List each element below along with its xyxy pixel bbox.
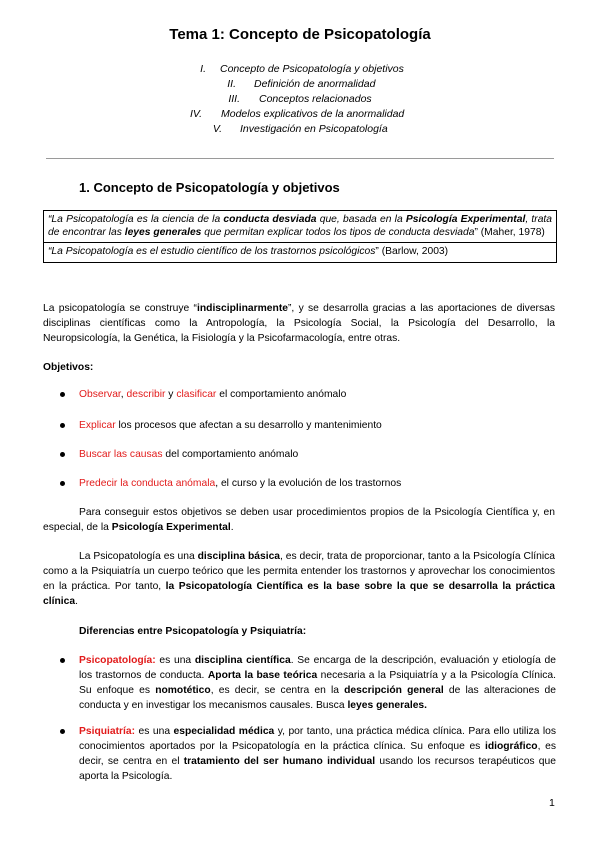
toc-item [0, 108, 600, 122]
toc-number: IV. [189, 108, 202, 120]
document-page: Tema 1: Concepto de Psicopatología I. Concepto de Psicopatología y objetivos II. Definición de anormalidad III. Conceptos relacionados IV. Modelos explicativos de la anormalidad V. Investigación en Psicopatología 1. Concepto de Psicopatología y objetivos “La Psicopatología es la ciencia de la conducta desviada que, basada en la Psicología Experimental, trata de encontrar las leyes generales que permitan explicar todos los tipos de conducta desviada” (Maher, 1978) “La Psicopatología es el estudio científico de los trastornos psicológicos” (Barlow, 2003) La psicopatología se construye “indisciplinarmente”, y se desarrolla gracias a las aportaciones de diversas disciplinas científicas como la Antropología, la Psicología Social, la Psicología del Desarrollo, la Neuropsicología, la Genética, la Fisiología y la Psicofarmacología, entre otras. Objetivos: Observar, describir y clasificar el comportamiento anómalo Explicar los procesos que afectan a su desarrollo y mantenimiento Buscar las causas del comportamiento anómalo Predecir la conducta anómala, el curso y la evolución de los trastornos Para conseguir estos objetivos se deben usar procedimientos propios de la Psicología Científica y, en especial, de la Psicología Experimental. La Psicopatología es una disciplina básica, es decir, trata de proporcionar, tanto a la Psicología Clínica como a la Psiquiatría un cuerpo teórico que les permita entender los trastornos y aprovechar los conocimientos en la práctica. Por tanto, la Psicopatología Científica es la base sobre la que se desarrolla la práctica clínica. Diferencias entre Psicopatología y Psiquiatría: Psicopatología: es una disciplina científica. Se encarga de la descripción, evaluación y etiología de los trastornos de conducta. Aporta la base teórica necesaria a la Psiquiatría y a la Psicología Clínica. Su enfoque es nomotético, es decir, se centra en la descripción general de las alteraciones de conducta y en investigar los mecanismos causales. Busca leyes generales. Psiquiatría: es una especialidad médica y, por tanto, una práctica médica clínica. Para ello utiliza los conocimientos aportados por la Psicopatología en la práctica clínica. Su enfoque es idiográfico, es decir, se centra en el tratamiento del ser humano individual usando los recursos terapéuticos que aporta la Psicología. 1 [0, 0, 600, 848]
differences-label: Diferencias entre Psicopatología y Psiquiatría: [79, 626, 307, 637]
toc-number: III. [228, 93, 240, 105]
section-heading: 1. Concepto de Psicopatología y objetivos [79, 180, 340, 195]
horizontal-divider [46, 158, 554, 159]
toc-number: II. [227, 78, 236, 90]
methods-paragraph: Para conseguir estos objetivos se deben usar procedimientos propios de la Psicología Científica y, en especial, de la Psicología Experimental. [43, 507, 555, 533]
toc-item [0, 123, 600, 137]
toc-number: V. [212, 123, 222, 135]
intro-paragraph: La psicopatología se construye “indisciplinarmente”, y se desarrolla gracias a las aportaciones de diversas disciplinas científicas como la Antropología, la Psicología Social, la Psicología del Desarrollo, la Neuropsicología, la Genética, la Fisiología y la Psicofarmacología, entre otras. [43, 303, 556, 344]
bullet-icon [60, 452, 65, 457]
toc-text: Conceptos relacionados [259, 93, 372, 105]
bullet-icon [60, 423, 65, 428]
objectives-label: Objetivos: [43, 362, 94, 373]
difference-item-psychopathology: Psicopatología: es una disciplina científica. Se encarga de la descripción, evaluación y etiología de los trastornos de conducta. Aporta la base teórica necesaria a la Psiquiatría y a la Psicología Clínica. Su enfoque es nomotético, es decir, se centra en la descripción general de las alteraciones de conducta y en investigar los mecanismos causales. Busca leyes generales. [60, 653, 556, 713]
document-title: Tema 1: Concepto de Psicopatología [169, 26, 431, 43]
toc-item [0, 78, 600, 92]
bullet-icon [60, 658, 65, 663]
bullet-icon [60, 481, 65, 486]
toc-item [0, 93, 600, 107]
toc-item [0, 63, 600, 77]
difference-item-psychiatry: Psiquiatría: es una especialidad médica y, por tanto, una práctica médica clínica. Para ello utiliza los conocimientos aportados por la Psicopatología en la práctica clínica. Su enfoque es idiográfico, es decir, se centra en el tratamiento del ser humano individual usando los recursos terapéuticos que aporta la Psicología. [60, 724, 556, 784]
bullet-icon [60, 392, 65, 397]
page-number: 1 [549, 797, 555, 809]
quote-barlow: “La Psicopatología es el estudio científico de los trastornos psicológicos” (Barlow, 2003) [44, 242, 556, 262]
basic-discipline-paragraph: La Psicopatología es una disciplina básica, es decir, trata de proporcionar, tanto a la Psicología Clínica como a la Psiquiatría un cuerpo teórico que les permita entender los trastornos y aprovechar los conocimientos en la práctica. Por tanto, la Psicopatología Científica es la base sobre la que se desarrolla la práctica clínica. [43, 551, 555, 607]
toc-text: Concepto de Psicopatología y objetivos [220, 63, 404, 75]
definition-box [43, 210, 557, 263]
toc-text: Modelos explicativos de la anormalidad [221, 108, 405, 120]
toc-number: I. [200, 63, 206, 75]
quote-maher: “La Psicopatología es la ciencia de la conducta desviada que, basada en la Psicología Experimental, trata de encontrar las leyes generales que permitan explicar todos los tipos de conducta desviada” (Maher, 1978) [48, 214, 553, 238]
toc-text: Investigación en Psicopatología [240, 123, 388, 135]
bullet-icon [60, 729, 65, 734]
toc-text: Definición de anormalidad [254, 78, 376, 90]
